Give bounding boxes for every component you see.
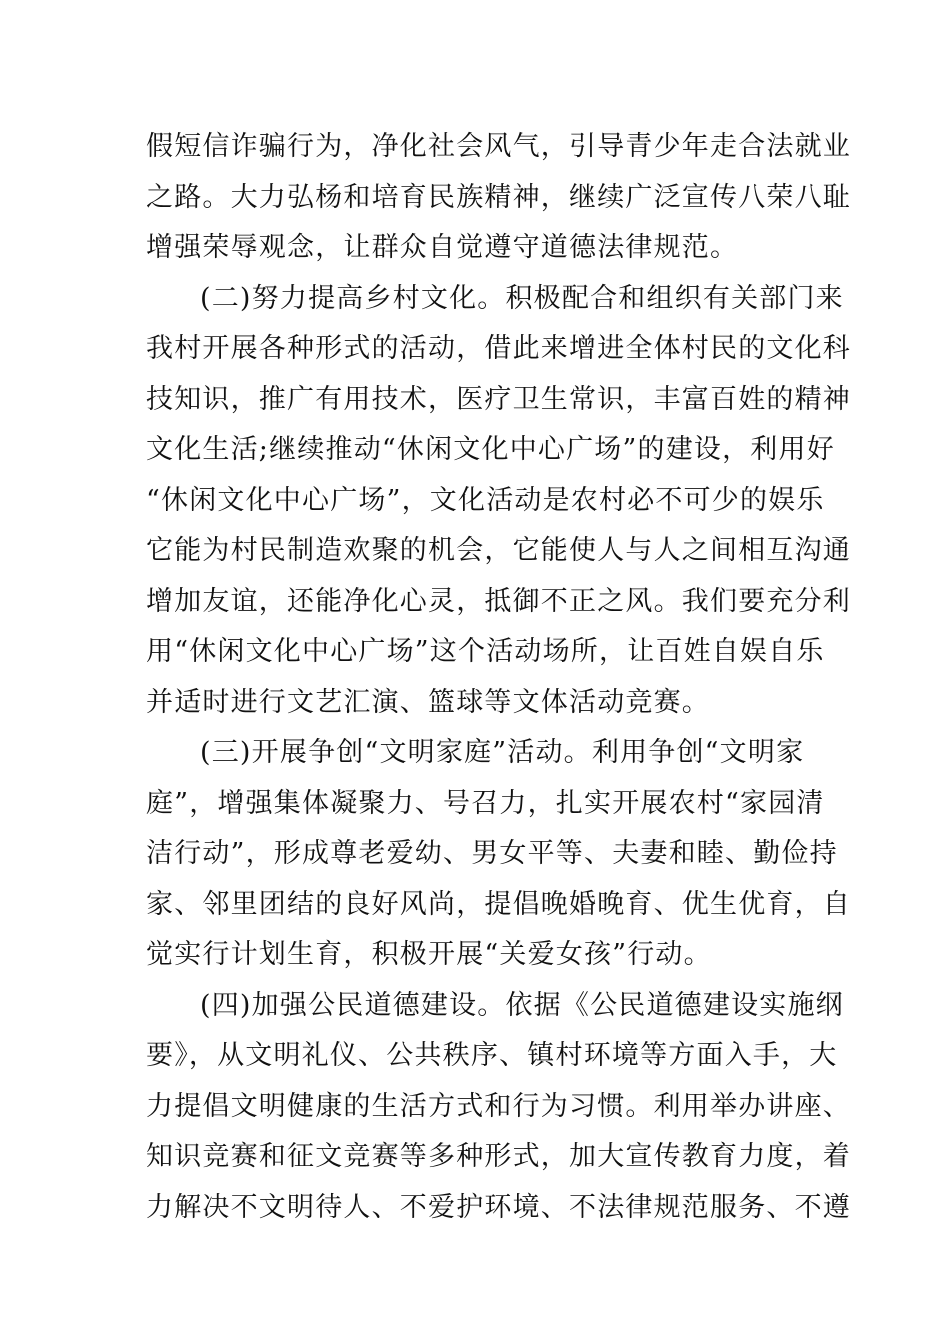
- paragraph-heading-line: (二)努力提高乡村文化。积极配合和组织有关部门来: [200, 282, 844, 314]
- text-line: 知识竞赛和征文竞赛等多种形式，加大宣传教育力度，着: [146, 1141, 851, 1172]
- text-line: 用“休闲文化中心广场”这个活动场所，让百姓自娱自乐: [146, 636, 825, 667]
- text-line: 并适时进行文艺汇演、篮球等文体活动竞赛。: [146, 686, 710, 718]
- text-line: 增强荣辱观念，让群众自觉遵守道德法律规范。: [146, 232, 739, 263]
- text-line: 假短信诈骗行为，净化社会风气，引导青少年走合法就业: [146, 131, 851, 162]
- paragraph-heading-line: (四)加强公民道德建设。依据《公民道德建设实施纲: [200, 989, 844, 1021]
- text-line: 之路。大力弘杨和培育民族精神，继续广泛宣传八荣八耻: [146, 181, 851, 213]
- text-line: 家、邻里团结的良好风尚，提倡晚婚晚育、优生优育，自: [146, 888, 851, 920]
- paragraph-heading-line: (三)开展争创“文明家庭”活动。利用争创“文明家: [200, 737, 805, 768]
- text-line: 增加友谊，还能净化心灵，抵御不正之风。我们要充分利: [146, 585, 851, 617]
- text-line: 技知识，推广有用技术，医疗卫生常识，丰富百姓的精神: [146, 383, 851, 415]
- text-line: 它能为村民制造欢聚的机会，它能使人与人之间相互沟通: [146, 535, 851, 566]
- text-line: 力解决不文明待人、不爱护环境、不法律规范服务、不遵: [146, 1191, 851, 1223]
- text-line: 力提倡文明健康的生活方式和行为习惯。利用举办讲座、: [146, 1090, 851, 1122]
- text-line: 要》，从文明礼仪、公共秩序、镇村环境等方面入手，大: [146, 1040, 838, 1071]
- text-line: 庭”，增强集体凝聚力、号召力，扎实开展农村“家园清: [146, 787, 825, 819]
- text-line: 我村开展各种形式的活动，借此来增进全体村民的文化科: [146, 333, 851, 364]
- text-line: 洁行动”，形成尊老爱幼、男女平等、夫妻和睦、勤俭持: [146, 838, 838, 869]
- document-body: [146, 122, 851, 1233]
- text-line: 觉实行计划生育，积极开展“关爱女孩”行动。: [146, 939, 712, 970]
- text-line: 文化生活;继续推动“休闲文化中心广场”的建设，利用好: [146, 434, 835, 465]
- text-line: “休闲文化中心广场”，文化活动是农村必不可少的娱乐: [146, 484, 825, 516]
